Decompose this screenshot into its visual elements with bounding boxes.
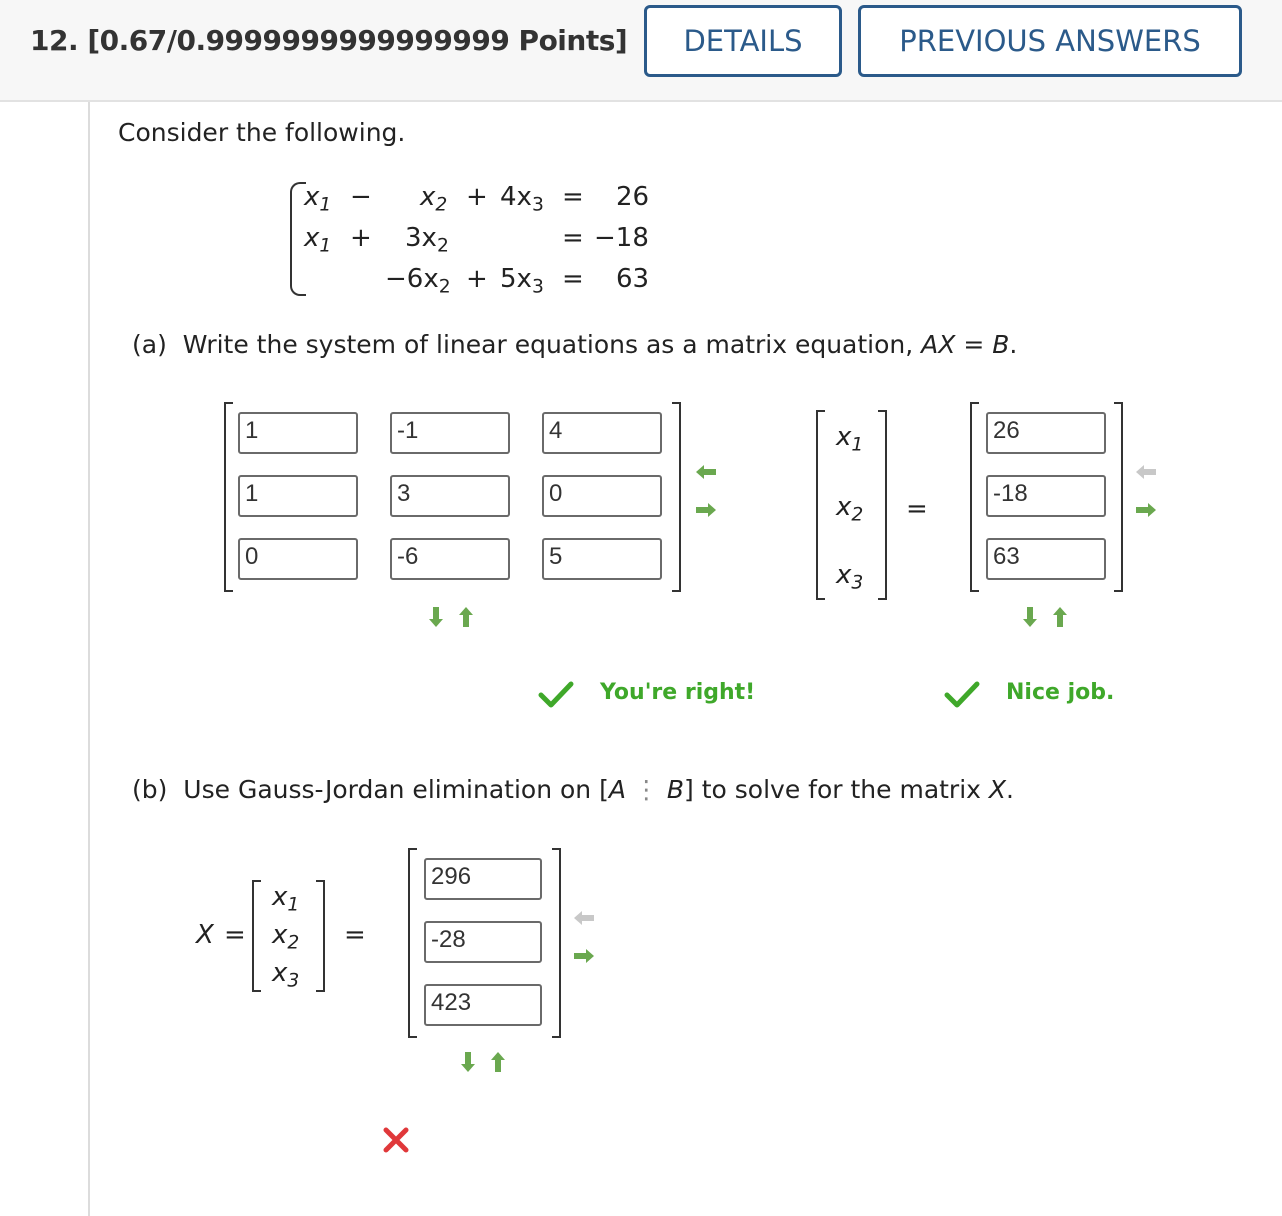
vector-x1: $x_1$	[272, 882, 300, 916]
intro-text: Consider the following.	[118, 118, 406, 147]
matrix-a-cell-r1c2[interactable]: -1	[390, 412, 510, 454]
vector-x2: $x_2$	[836, 492, 864, 526]
add-column-arrow-icon[interactable]	[1134, 498, 1158, 522]
answer-matrix-right-bracket	[552, 848, 561, 1038]
vector-x3: $x_3$	[836, 560, 864, 594]
vector-x-right-bracket	[878, 410, 887, 600]
vector-x-left-bracket	[252, 880, 261, 992]
remove-row-arrow-icon[interactable]	[454, 605, 478, 629]
question-header	[0, 0, 1282, 102]
incorrect-x-icon	[382, 1126, 410, 1154]
matrix-a-cell-r1c3[interactable]: 4	[542, 412, 662, 454]
matrix-a-cell-r2c1[interactable]: 1	[238, 475, 358, 517]
part-a-prompt: (a) Write the system of linear equations as a matrix equation, AX = B.	[132, 330, 1018, 359]
previous-answers-button[interactable]: PREVIOUS ANSWERS	[858, 5, 1242, 77]
matrix-b-left-bracket	[970, 402, 979, 592]
matrix-a-cell-r2c2[interactable]: 3	[390, 475, 510, 517]
vector-x1: $x_1$	[836, 422, 864, 456]
details-button[interactable]: DETAILS	[644, 5, 842, 77]
vector-x-right-bracket	[316, 880, 325, 992]
remove-column-arrow-icon[interactable]	[694, 460, 718, 484]
add-row-arrow-icon[interactable]	[1018, 605, 1042, 629]
feedback-correct-b: Nice job.	[1006, 680, 1115, 705]
correct-check-icon	[944, 680, 980, 708]
matrix-a-left-bracket	[224, 402, 233, 592]
remove-row-arrow-icon[interactable]	[1048, 605, 1072, 629]
matrix-b-right-bracket	[1114, 402, 1123, 592]
remove-column-arrow-icon[interactable]	[1134, 460, 1158, 484]
matrix-b-cell-r3[interactable]: 63	[986, 538, 1106, 580]
matrix-a-cell-r1c1[interactable]: 1	[238, 412, 358, 454]
correct-check-icon	[538, 680, 574, 708]
matrix-a-cell-r3c3[interactable]: 5	[542, 538, 662, 580]
equals-sign: =	[344, 920, 366, 950]
vector-x-left-bracket	[816, 410, 825, 600]
part-b-prompt: (b) Use Gauss-Jordan elimination on [A ⋮ B] to solve for the matrix X.	[132, 775, 1014, 804]
equals-sign: =	[224, 920, 246, 950]
answer-cell-r3[interactable]: 423	[424, 984, 542, 1026]
question-body	[88, 102, 1282, 1216]
add-row-arrow-icon[interactable]	[456, 1050, 480, 1074]
answer-cell-r2[interactable]: -28	[424, 921, 542, 963]
remove-row-arrow-icon[interactable]	[486, 1050, 510, 1074]
add-column-arrow-icon[interactable]	[572, 944, 596, 968]
feedback-correct-a: You're right!	[600, 680, 756, 705]
equals-sign: =	[906, 494, 928, 524]
vector-x3: $x_3$	[272, 958, 300, 992]
matrix-a-cell-r3c2[interactable]: -6	[390, 538, 510, 580]
matrix-a-cell-r3c1[interactable]: 0	[238, 538, 358, 580]
vector-x2: $x_2$	[272, 920, 300, 954]
matrix-b-cell-r2[interactable]: -18	[986, 475, 1106, 517]
x-label: X	[196, 920, 214, 950]
answer-cell-r1[interactable]: 296	[424, 858, 542, 900]
add-column-arrow-icon[interactable]	[694, 498, 718, 522]
matrix-a-right-bracket	[672, 402, 681, 592]
remove-column-arrow-icon[interactable]	[572, 906, 596, 930]
add-row-arrow-icon[interactable]	[424, 605, 448, 629]
answer-matrix-left-bracket	[408, 848, 417, 1038]
matrix-b-cell-r1[interactable]: 26	[986, 412, 1106, 454]
question-label: 12. [0.67/0.9999999999999999 Points]	[30, 24, 628, 57]
matrix-a-cell-r2c3[interactable]: 0	[542, 475, 662, 517]
